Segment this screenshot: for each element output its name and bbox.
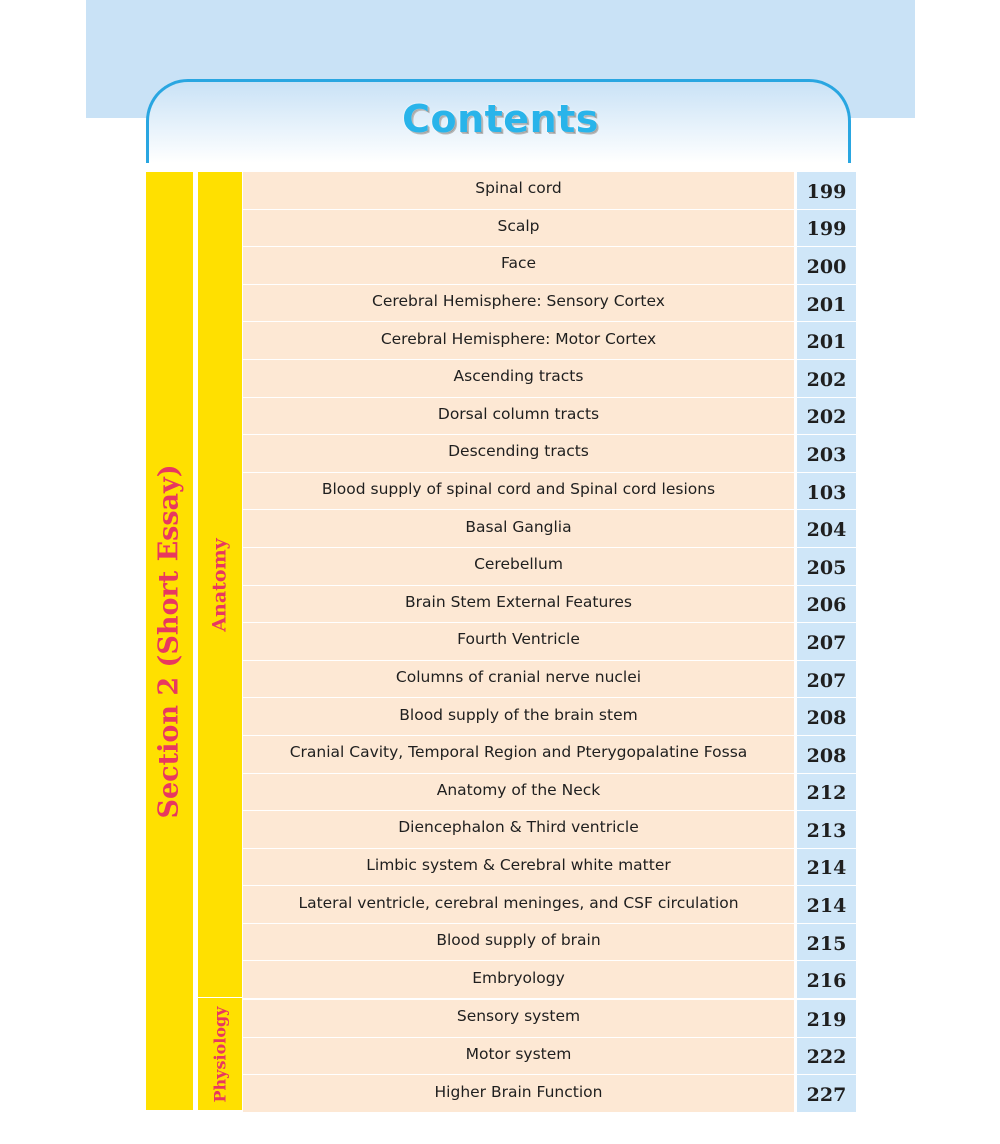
contents-entry[interactable] xyxy=(243,586,856,623)
contents-entry[interactable] xyxy=(243,623,856,660)
entry-topic: Brain Stem External Features xyxy=(243,586,794,623)
entry-page-number: 214 xyxy=(797,849,856,886)
entry-page-number: 213 xyxy=(797,811,856,848)
contents-entry[interactable] xyxy=(243,849,856,886)
entry-topic: Cerebral Hemisphere: Sensory Cortex xyxy=(243,285,794,322)
page-title: Contents xyxy=(402,97,599,141)
entry-page-number: 199 xyxy=(797,172,856,209)
entry-page-number: 103 xyxy=(797,473,856,510)
entry-topic: Embryology xyxy=(243,961,794,998)
entry-page-number: 216 xyxy=(797,961,856,998)
entry-topic: Scalp xyxy=(243,210,794,247)
entry-topic: Spinal cord xyxy=(243,172,794,209)
entry-topic: Higher Brain Function xyxy=(243,1075,794,1112)
contents-entry[interactable] xyxy=(243,322,856,359)
entry-topic: Blood supply of spinal cord and Spinal cord lesions xyxy=(243,473,794,510)
entry-page-number: 203 xyxy=(797,435,856,472)
group-label-anatomy: Anatomy xyxy=(209,537,231,632)
contents-entry[interactable] xyxy=(243,1000,856,1037)
entry-topic: Cranial Cavity, Temporal Region and Pterygopalatine Fossa xyxy=(243,736,794,773)
entry-page-number: 205 xyxy=(797,548,856,585)
entry-topic: Basal Ganglia xyxy=(243,510,794,547)
contents-entry[interactable] xyxy=(243,924,856,961)
entry-topic: Fourth Ventricle xyxy=(243,623,794,660)
entry-topic: Blood supply of brain xyxy=(243,924,794,961)
entry-page-number: 219 xyxy=(797,1000,856,1037)
contents-entry[interactable] xyxy=(243,698,856,735)
contents-entry[interactable] xyxy=(243,172,856,209)
contents-entry[interactable] xyxy=(243,774,856,811)
entry-topic: Dorsal column tracts xyxy=(243,398,794,435)
entry-topic: Descending tracts xyxy=(243,435,794,472)
contents-entry[interactable] xyxy=(243,661,856,698)
entry-topic: Anatomy of the Neck xyxy=(243,774,794,811)
entry-topic: Diencephalon & Third ventricle xyxy=(243,811,794,848)
contents-entry[interactable] xyxy=(243,886,856,923)
group-label-physiology: Physiology xyxy=(210,1006,230,1102)
entry-page-number: 212 xyxy=(797,774,856,811)
entry-page-number: 204 xyxy=(797,510,856,547)
entry-page-number: 215 xyxy=(797,924,856,961)
contents-entry[interactable] xyxy=(243,1075,856,1112)
entry-page-number: 208 xyxy=(797,698,856,735)
entry-page-number: 206 xyxy=(797,586,856,623)
entry-topic: Lateral ventricle, cerebral meninges, and CSF circulation xyxy=(243,886,794,923)
entry-topic: Cerebellum xyxy=(243,548,794,585)
entry-topic: Cerebral Hemisphere: Motor Cortex xyxy=(243,322,794,359)
contents-entry[interactable] xyxy=(243,548,856,585)
entry-topic: Blood supply of the brain stem xyxy=(243,698,794,735)
contents-table xyxy=(243,172,856,1113)
contents-entry[interactable] xyxy=(243,398,856,435)
contents-entry[interactable] xyxy=(243,510,856,547)
entry-topic: Face xyxy=(243,247,794,284)
entry-page-number: 207 xyxy=(797,623,856,660)
contents-entry[interactable] xyxy=(243,473,856,510)
entry-topic: Limbic system & Cerebral white matter xyxy=(243,849,794,886)
contents-entry[interactable] xyxy=(243,961,856,998)
entry-page-number: 201 xyxy=(797,285,856,322)
contents-entry[interactable] xyxy=(243,210,856,247)
section-label: Section 2 (Short Essay) xyxy=(154,463,185,819)
entry-page-number: 227 xyxy=(797,1075,856,1112)
contents-entry[interactable] xyxy=(243,247,856,284)
contents-entry[interactable] xyxy=(243,435,856,472)
entry-page-number: 201 xyxy=(797,322,856,359)
group-label-bar-anatomy xyxy=(198,172,242,997)
entry-topic: Ascending tracts xyxy=(243,360,794,397)
contents-entry[interactable] xyxy=(243,811,856,848)
entry-page-number: 222 xyxy=(797,1038,856,1075)
entry-page-number: 208 xyxy=(797,736,856,773)
entry-page-number: 200 xyxy=(797,247,856,284)
section-label-bar xyxy=(146,172,193,1110)
contents-entry[interactable] xyxy=(243,1038,856,1075)
entry-topic: Sensory system xyxy=(243,1000,794,1037)
entry-page-number: 202 xyxy=(797,360,856,397)
contents-entry[interactable] xyxy=(243,285,856,322)
entry-page-number: 214 xyxy=(797,886,856,923)
entry-page-number: 207 xyxy=(797,661,856,698)
entry-page-number: 199 xyxy=(797,210,856,247)
entry-page-number: 202 xyxy=(797,398,856,435)
contents-entry[interactable] xyxy=(243,736,856,773)
entry-topic: Motor system xyxy=(243,1038,794,1075)
contents-entry[interactable] xyxy=(243,360,856,397)
group-label-bar-physiology xyxy=(198,998,242,1110)
entry-topic: Columns of cranial nerve nuclei xyxy=(243,661,794,698)
